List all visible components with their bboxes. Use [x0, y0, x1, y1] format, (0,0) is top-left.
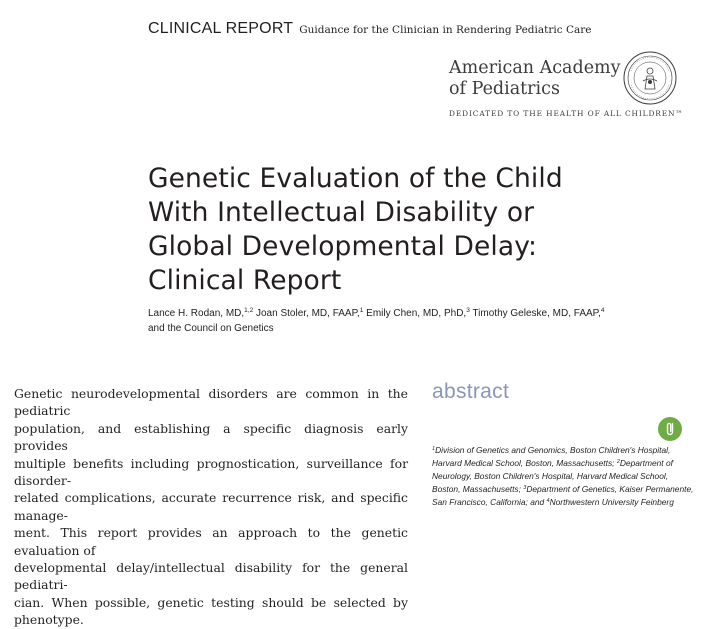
report-header	[148, 18, 591, 38]
abstract-line: multiple benefits including prognostication, surveillance for disorder-	[14, 455, 408, 489]
article-title-line: Global Developmental Delay:	[148, 231, 538, 262]
publisher-tagline: DEDICATED TO THE HEALTH OF ALL CHILDREN™	[449, 109, 684, 118]
abstract-line: developmental delay/intellectual disability for the general pediatri-	[14, 560, 408, 593]
publisher-name-line2: of Pediatrics	[449, 79, 560, 99]
author-name: Lance H. Rodan, MD,	[148, 308, 245, 319]
article-title-line: Genetic Evaluation of the Child	[148, 163, 563, 194]
affiliations	[432, 444, 694, 509]
report-type-label: CLINICAL REPORT	[148, 20, 294, 37]
author-name: Emily Chen, MD, PhD,	[366, 308, 467, 319]
affiliation-marker: 3	[523, 485, 527, 491]
abstract-line: Genetic neurodevelopmental disorders are common in the pediatric	[14, 386, 408, 419]
authors-tail: and the Council on Genetics	[148, 323, 274, 334]
abstract-line: related complications, accurate recurrence risk, and specific manage-	[14, 490, 408, 523]
affiliation-text: Department of Genetics, Kaiser Permanente,	[526, 484, 694, 494]
affiliation-marker: 1	[432, 446, 436, 452]
article-title-line: Clinical Report	[148, 265, 342, 296]
affiliation-line	[432, 483, 694, 496]
abstract-body	[14, 385, 408, 629]
affiliation-text: Division of Genetics and Genomics, Boston Children's Hospital,	[435, 445, 671, 455]
abstract-line: cian. When possible, genetic testing should be selected by phenotype.	[14, 594, 408, 628]
author-name: Joan Stoler, MD, FAAP,	[256, 308, 360, 319]
affiliation-text: Neurology, Boston Children's Hospital, Harvard Medical School,	[432, 471, 669, 481]
author-affiliation-marker: 1	[359, 307, 364, 314]
publisher-name-line1: American Academy	[449, 58, 621, 78]
article-title-line: With Intellectual Disability or	[148, 197, 535, 228]
affiliation-marker: 2	[616, 459, 620, 465]
affiliation-line	[432, 496, 694, 509]
paperclip-icon[interactable]	[658, 417, 682, 441]
aap-seal-icon	[623, 51, 677, 105]
affiliation-line	[432, 444, 694, 457]
author-name: Timothy Geleske, MD, FAAP,	[472, 308, 601, 319]
abstract-heading: abstract	[432, 380, 510, 403]
affiliation-text: Northwestern University Feinberg	[549, 497, 674, 507]
author-affiliation-marker: 4	[600, 307, 605, 314]
author-affiliation-marker: 1,2	[244, 307, 254, 314]
abstract-line: ment. This report provides an approach to the genetic evaluation of	[14, 525, 408, 558]
affiliation-text: San Francisco, California; and	[432, 497, 547, 507]
affiliation-marker: 4	[546, 498, 550, 504]
affiliation-line	[432, 470, 694, 483]
author-list	[148, 306, 618, 336]
report-guidance-label: Guidance for the Clinician in Rendering Pediatric Care	[299, 24, 592, 36]
affiliation-text: Department of	[619, 458, 673, 468]
author-affiliation-marker: 3	[466, 307, 470, 314]
abstract-line: population, and establishing a specific diagnosis early provides	[14, 420, 408, 454]
affiliation-text: Harvard Medical School, Boston, Massachusetts;	[432, 458, 617, 468]
affiliation-line	[432, 457, 694, 470]
publisher-name	[449, 58, 621, 100]
article-title	[148, 162, 668, 298]
affiliation-text: Boston, Massachusetts;	[432, 484, 524, 494]
